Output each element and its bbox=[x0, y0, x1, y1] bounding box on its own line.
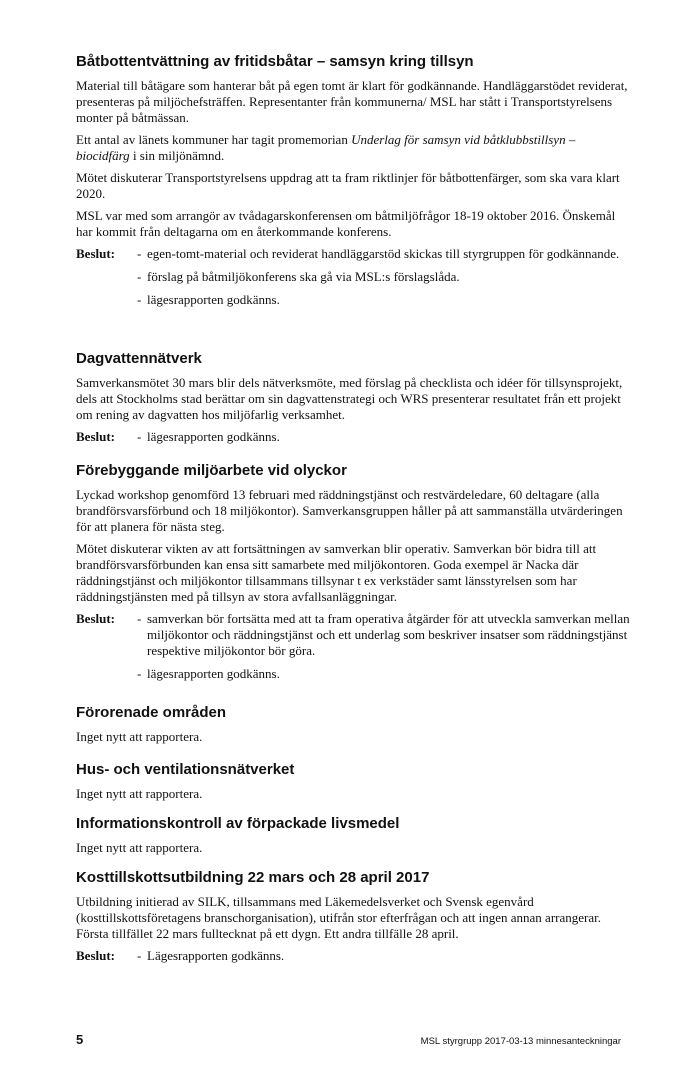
section-heading: Båtbottentvättning av fritidsbåtar – samsyn kring tillsyn bbox=[76, 53, 474, 70]
decision-list bbox=[137, 611, 631, 682]
decision-item-text: lägesrapporten godkänns. bbox=[147, 666, 280, 681]
decision-item-text: förslag på båtmiljökonferens ska gå via MSL:s förslagslåda. bbox=[147, 269, 460, 284]
dash-bullet: - bbox=[137, 246, 142, 261]
decision-item-text: samverkan bör fortsätta med att ta fram operativa åtgärder för att utveckla samverkan mellan miljökontor och räddningstjänst och ett underlag som beskriver insatser som räddningstjänst respektive miljökontor bör göra. bbox=[147, 611, 630, 658]
dash-bullet: - bbox=[137, 429, 142, 444]
decision-list bbox=[137, 948, 631, 964]
paragraph: Utbildning initierad av SILK, tillsammans med Läkemedelsverket och Svensk egenvård (kosttillskottsföretagens branschorganisation), utifrån stor efterfrågan och att ingen annan arrangerar. Första tillfället 22 mars fulltecknat på ett dygn. Ett andra tillfälle 28 april. bbox=[76, 894, 601, 941]
paragraph: Mötet diskuterar vikten av att fortsättningen av samverkan blir operativ. Samverkan bör bidra till att brandförsvarsförbunden kan ensa sitt samarbete med miljökontoren. Goda exempel är Nacka där räddningstjänst och miljökontor tillsammans tillsynar t ex verkstäder samt länsstyrelsen som har räddningstjänsten med på tillsyn av stora avfallsanläggningar. bbox=[76, 541, 597, 604]
section-hus-ventilation bbox=[76, 761, 631, 808]
decision-item bbox=[137, 611, 631, 659]
decision-item bbox=[137, 666, 631, 682]
section-heading: Hus- och ventilationsnätverket bbox=[76, 761, 295, 778]
paragraph: Inget nytt att rapportera. bbox=[76, 786, 203, 801]
footer-title: MSL styrgrupp 2017-03-13 minnesanteckningar bbox=[420, 1036, 621, 1047]
paragraph: Samverkansmötet 30 mars blir dels nätverksmöte, med förslag på checklista och idéer för tillsynsprojekt, dels att Stockholms stad berättar om sin dagvattenstrategi och WRS presenterar resultatet från ett projekt om rening av dagvatten hos miljöfarlig verksamhet. bbox=[76, 375, 623, 422]
paragraph-text: Ett antal av länets kommuner har tagit promemorian bbox=[76, 132, 352, 147]
decision-label: Beslut: bbox=[76, 611, 115, 626]
section-heading: Förorenade områden bbox=[76, 704, 227, 721]
decision-item bbox=[137, 948, 631, 964]
section-batbottentvattning bbox=[76, 53, 631, 315]
section-kosttillskottsutbildning bbox=[76, 869, 631, 971]
section-forebyggande-miljoarbete bbox=[76, 462, 631, 689]
section-informationskontroll bbox=[76, 815, 631, 862]
paragraph: Mötet diskuterar Transportstyrelsens uppdrag att ta fram riktlinjer för båtbottenfärger, som ska vara klart 2020. bbox=[76, 170, 620, 201]
dash-bullet: - bbox=[137, 292, 142, 307]
dash-bullet: - bbox=[137, 948, 142, 963]
section-heading: Dagvattennätverk bbox=[76, 350, 202, 367]
decision-block bbox=[76, 246, 631, 308]
decision-list bbox=[137, 246, 631, 308]
page-number: 5 bbox=[76, 1032, 84, 1047]
decision-item-text: Lägesrapporten godkänns. bbox=[147, 948, 285, 963]
paragraph: Inget nytt att rapportera. bbox=[76, 840, 203, 855]
section-heading: Förebyggande miljöarbete vid olyckor bbox=[76, 462, 347, 479]
paragraph-italic-title: Underlag för samsyn vid båtklubbstillsyn – biocidfärg bbox=[76, 132, 576, 163]
dash-bullet: - bbox=[137, 269, 142, 284]
decision-block bbox=[76, 948, 631, 964]
decision-list bbox=[137, 429, 631, 445]
paragraph-text: i sin miljönämnd. bbox=[129, 148, 225, 163]
decision-label: Beslut: bbox=[76, 429, 115, 444]
section-fororenade-omraden bbox=[76, 704, 631, 751]
section-heading: Informationskontroll av förpackade livsmedel bbox=[76, 815, 400, 832]
page-footer bbox=[76, 1032, 621, 1047]
decision-item bbox=[137, 429, 631, 445]
paragraph: Material till båtägare som hanterar båt på egen tomt är klart för godkännande. Handläggarstödet reviderat, presenteras på miljöchefsträffen. Representanter från kommunerna/ MSL har stått i Transportstyrelsens monter på båtmässan. bbox=[76, 78, 628, 125]
dash-bullet: - bbox=[137, 666, 142, 681]
paragraph bbox=[76, 132, 631, 164]
decision-item bbox=[137, 292, 631, 308]
paragraph: Inget nytt att rapportera. bbox=[76, 729, 203, 744]
section-heading: Kosttillskottsutbildning 22 mars och 28 april 2017 bbox=[76, 869, 430, 886]
decision-item bbox=[137, 246, 631, 262]
section-dagvattennatverk bbox=[76, 350, 631, 452]
paragraph: MSL var med som arrangör av tvådagarskonferensen om båtmiljöfrågor 18-19 oktober 2016. Önskemål har kommit från deltagarna om en återkommande konferens. bbox=[76, 208, 616, 239]
decision-item bbox=[137, 269, 631, 285]
dash-bullet: - bbox=[137, 611, 142, 626]
decision-label: Beslut: bbox=[76, 948, 115, 963]
decision-block bbox=[76, 611, 631, 682]
decision-label: Beslut: bbox=[76, 246, 115, 261]
decision-item-text: egen-tomt-material och reviderat handläggarstöd skickas till styrgruppen för godkännande. bbox=[147, 246, 620, 261]
decision-block bbox=[76, 429, 631, 445]
paragraph: Lyckad workshop genomförd 13 februari med räddningstjänst och restvärdeledare, 60 deltagare (alla brandförsvarsförbund och 18 miljökontor). Samverkansgruppen håller på att sammanställa utvärderingen för att planera för nästa steg. bbox=[76, 487, 623, 534]
decision-item-text: lägesrapporten godkänns. bbox=[147, 292, 280, 307]
decision-item-text: lägesrapporten godkänns. bbox=[147, 429, 280, 444]
